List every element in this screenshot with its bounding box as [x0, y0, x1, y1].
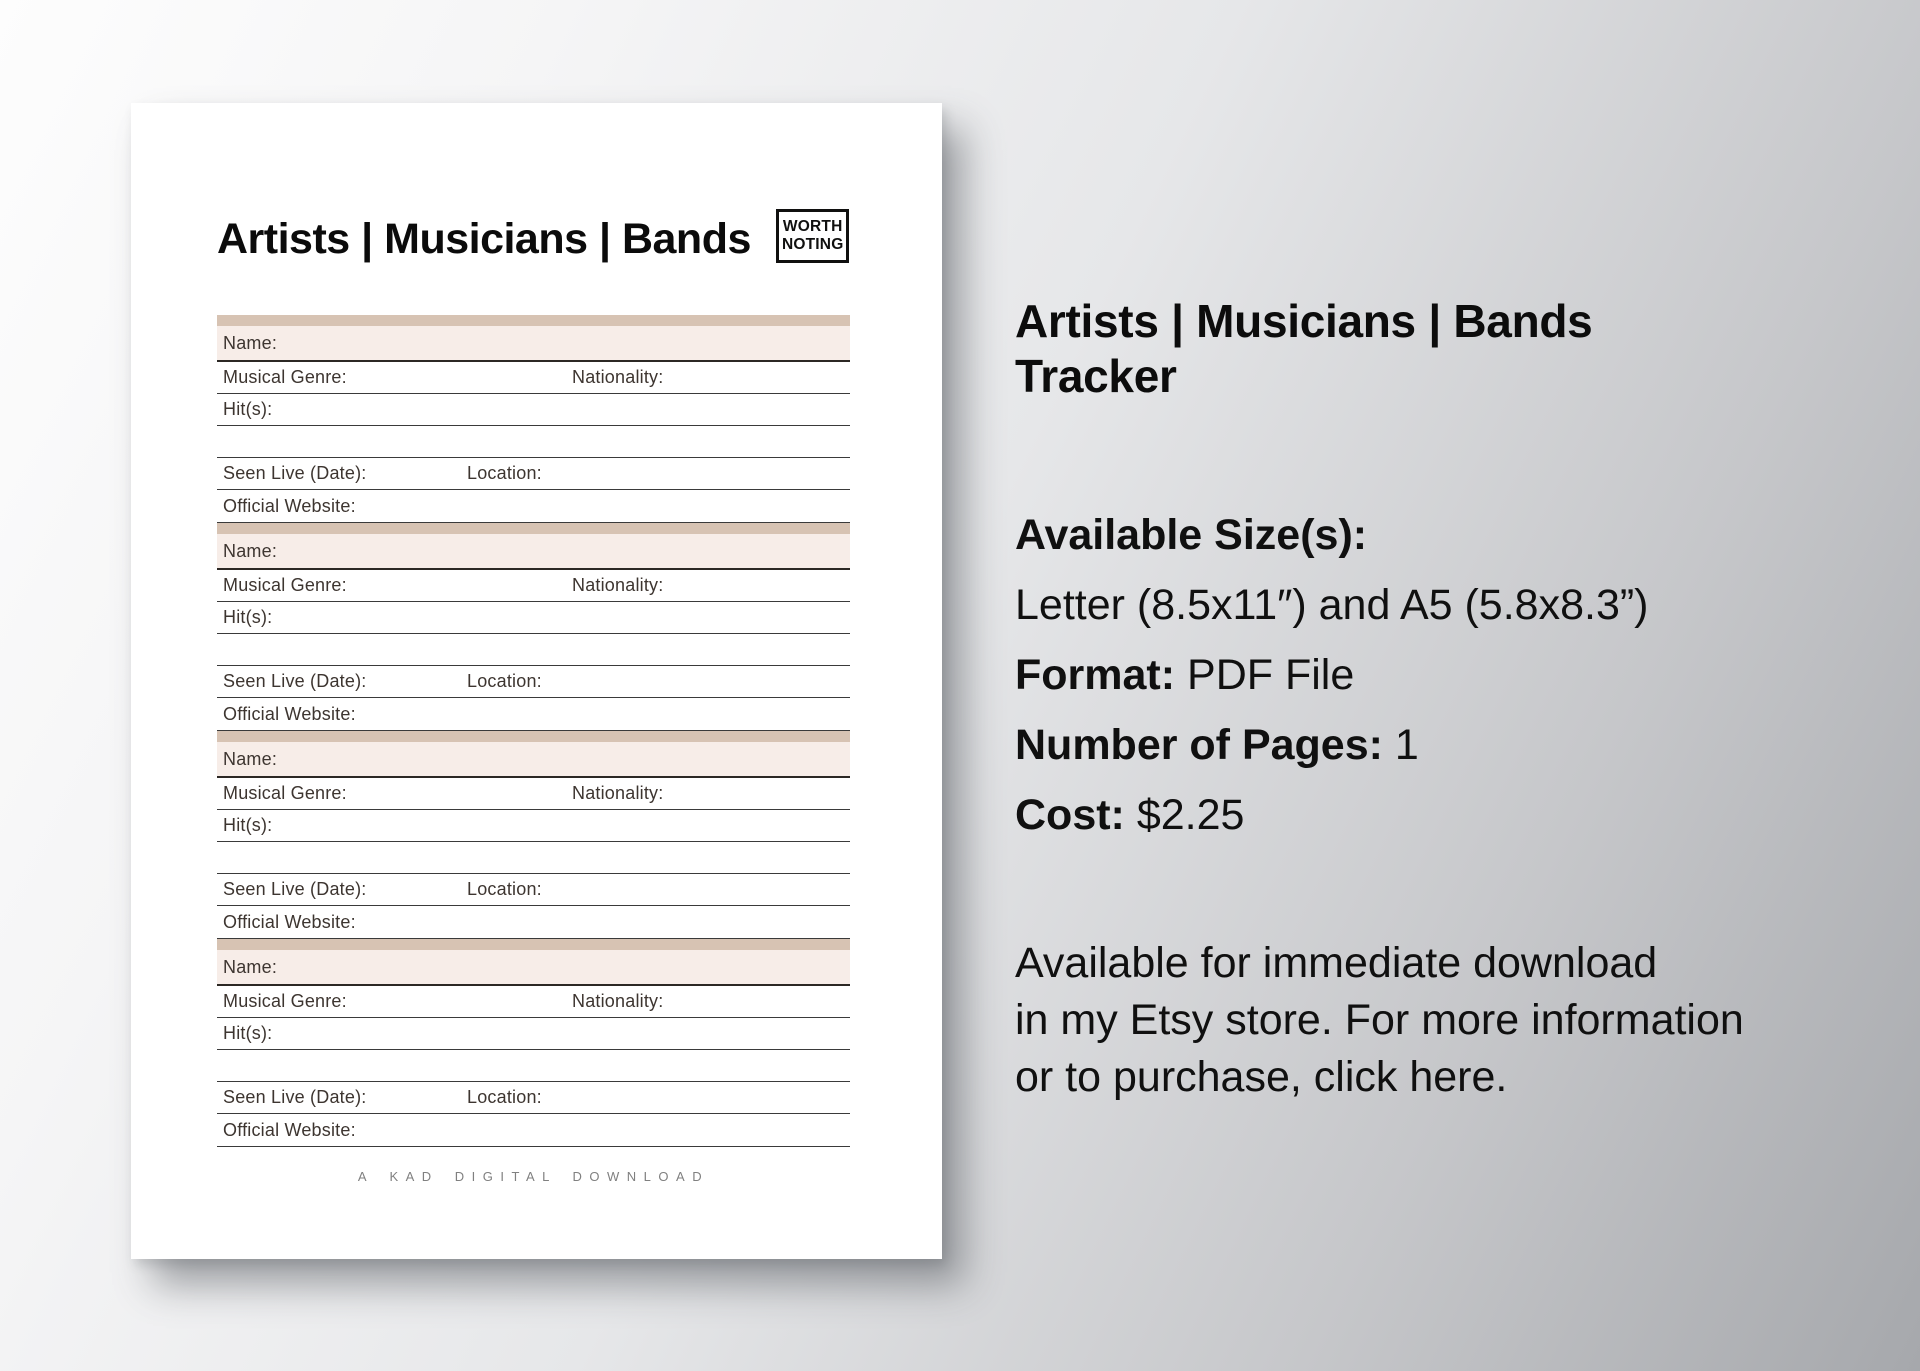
nationality-label: Nationality:	[572, 783, 664, 803]
logo-line2: NOTING	[781, 236, 844, 253]
product-specs	[1015, 500, 1735, 850]
website-row	[217, 698, 850, 731]
nationality-label: Nationality:	[572, 991, 664, 1011]
hits-label: Hit(s):	[223, 399, 273, 419]
hits-label: Hit(s):	[223, 607, 273, 627]
sizes-value: Letter (8.5x11″) and A5 (5.8x8.3”)	[1015, 581, 1649, 629]
blank-row	[217, 1050, 850, 1082]
blank-row	[217, 842, 850, 874]
hits-row	[217, 1018, 850, 1050]
official-website-label: Official Website:	[223, 703, 356, 724]
document-sheet	[131, 103, 942, 1259]
product-heading-line2: Tracker	[1015, 350, 1177, 402]
genre-row	[217, 362, 850, 394]
tracker-section	[217, 939, 850, 1147]
seen-live-label: Seen Live (Date):	[223, 463, 367, 483]
availability-paragraph	[1015, 935, 1744, 1106]
location-label: Location:	[467, 463, 542, 483]
official-website-label: Official Website:	[223, 911, 356, 932]
blank-row	[217, 634, 850, 666]
name-row	[217, 742, 850, 778]
product-details	[1015, 294, 1744, 1106]
cost-row	[1015, 780, 1735, 850]
name-label: Name:	[223, 332, 278, 353]
worth-noting-logo	[776, 209, 849, 263]
sizes-label: Available Size(s):	[1015, 511, 1368, 559]
availability-line1: Available for immediate download	[1015, 939, 1658, 987]
click-here-text[interactable]: click here.	[1313, 1053, 1508, 1101]
seen-live-label: Seen Live (Date):	[223, 1087, 367, 1107]
section-header-bar	[217, 939, 850, 950]
pages-value: 1	[1394, 721, 1419, 769]
genre-row	[217, 570, 850, 602]
musical-genre-label: Musical Genre:	[223, 783, 347, 803]
section-header-bar	[217, 315, 850, 326]
sizes-heading	[1015, 500, 1735, 570]
tracker-section	[217, 315, 850, 523]
hits-row	[217, 394, 850, 426]
seen-live-row	[217, 458, 850, 490]
location-label: Location:	[467, 1087, 542, 1107]
nationality-label: Nationality:	[572, 367, 664, 387]
hits-label: Hit(s):	[223, 1023, 273, 1043]
musical-genre-label: Musical Genre:	[223, 367, 347, 387]
document-title: Artists | Musicians | Bands	[217, 215, 751, 263]
website-row	[217, 906, 850, 939]
name-label: Name:	[223, 748, 278, 769]
pages-row	[1015, 710, 1735, 780]
tracker-section	[217, 523, 850, 731]
genre-row	[217, 778, 850, 810]
format-row	[1015, 640, 1735, 710]
cost-value: $2.25	[1136, 791, 1245, 839]
musical-genre-label: Musical Genre:	[223, 575, 347, 595]
product-heading-line1: Artists | Musicians | Bands	[1015, 295, 1593, 347]
cost-label: Cost:	[1015, 791, 1125, 839]
official-website-label: Official Website:	[223, 495, 356, 516]
availability-line2: in my Etsy store. For more information	[1015, 996, 1744, 1044]
seen-live-label: Seen Live (Date):	[223, 671, 367, 691]
name-row	[217, 534, 850, 570]
hits-row	[217, 602, 850, 634]
seen-live-label: Seen Live (Date):	[223, 879, 367, 899]
hits-label: Hit(s):	[223, 815, 273, 835]
availability-line3	[1015, 1049, 1735, 1106]
document-footer: A KAD DIGITAL DOWNLOAD	[357, 1169, 710, 1184]
seen-live-row	[217, 874, 850, 906]
musical-genre-label: Musical Genre:	[223, 991, 347, 1011]
website-row	[217, 1114, 850, 1147]
website-row	[217, 490, 850, 523]
tracker-form	[217, 315, 850, 1147]
blank-row	[217, 426, 850, 458]
location-label: Location:	[467, 879, 542, 899]
location-label: Location:	[467, 671, 542, 691]
official-website-label: Official Website:	[223, 1119, 356, 1140]
genre-row	[217, 986, 850, 1018]
section-header-bar	[217, 523, 850, 534]
section-header-bar	[217, 731, 850, 742]
availability-line3-prefix: or to purchase,	[1015, 1053, 1314, 1101]
name-label: Name:	[223, 540, 278, 561]
seen-live-row	[217, 666, 850, 698]
format-label: Format:	[1015, 651, 1176, 699]
tracker-section	[217, 731, 850, 939]
pages-label: Number of Pages:	[1015, 721, 1383, 769]
product-heading	[1015, 294, 1735, 404]
name-row	[217, 326, 850, 362]
logo-line1: WORTH	[782, 218, 843, 235]
name-row	[217, 950, 850, 986]
hits-row	[217, 810, 850, 842]
name-label: Name:	[223, 956, 278, 977]
seen-live-row	[217, 1082, 850, 1114]
format-value: PDF File	[1187, 651, 1355, 699]
nationality-label: Nationality:	[572, 575, 664, 595]
